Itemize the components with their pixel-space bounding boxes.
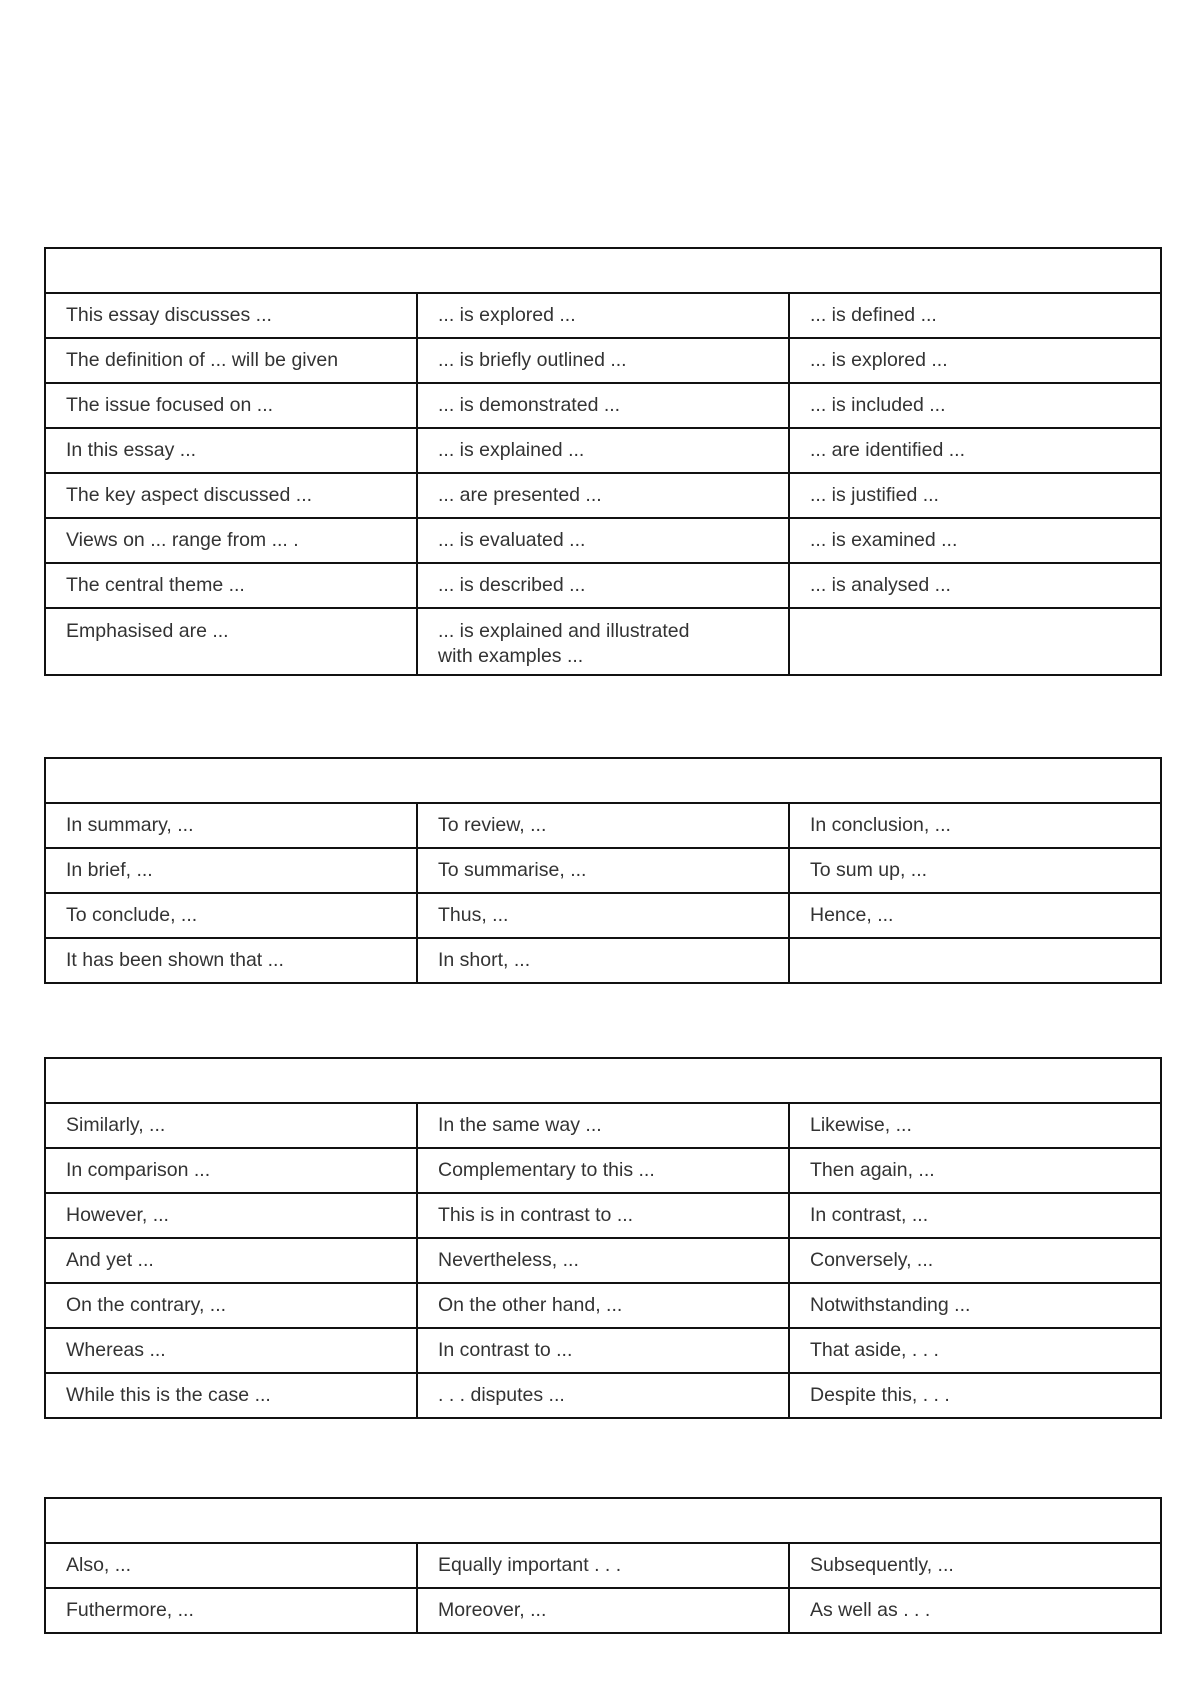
table-row bbox=[45, 518, 1161, 563]
table-cell: It has been shown that ... bbox=[45, 938, 417, 983]
table-row bbox=[45, 338, 1161, 383]
table-row bbox=[45, 608, 1161, 675]
table-cell: Subsequently, ... bbox=[789, 1543, 1161, 1588]
table-row bbox=[45, 1588, 1161, 1633]
table-row bbox=[45, 1543, 1161, 1588]
table-row bbox=[45, 1193, 1161, 1238]
table-cell: . . . disputes ... bbox=[417, 1373, 789, 1418]
table-row bbox=[45, 293, 1161, 338]
table-cell: ... is analysed ... bbox=[789, 563, 1161, 608]
table-cell: The definition of ... will be given bbox=[45, 338, 417, 383]
table-heading bbox=[45, 248, 1161, 293]
table-cell: In this essay ... bbox=[45, 428, 417, 473]
table-cell bbox=[789, 608, 1161, 675]
table-cell: To review, ... bbox=[417, 803, 789, 848]
table-cell: ... is briefly outlined ... bbox=[417, 338, 789, 383]
table-cell: Hence, ... bbox=[789, 893, 1161, 938]
table-heading-row bbox=[45, 1498, 1161, 1543]
table-heading-row bbox=[45, 248, 1161, 293]
table-cell: That aside, . . . bbox=[789, 1328, 1161, 1373]
table-cell: Futhermore, ... bbox=[45, 1588, 417, 1633]
table-cell: However, ... bbox=[45, 1193, 417, 1238]
table-cell: Conversely, ... bbox=[789, 1238, 1161, 1283]
phrase-table-2 bbox=[44, 757, 1162, 984]
table-cell: Then again, ... bbox=[789, 1148, 1161, 1193]
table-cell: The issue focused on ... bbox=[45, 383, 417, 428]
table-cell: ... is included ... bbox=[789, 383, 1161, 428]
table-cell: ... is described ... bbox=[417, 563, 789, 608]
table-row bbox=[45, 893, 1161, 938]
table-cell: To sum up, ... bbox=[789, 848, 1161, 893]
table-row bbox=[45, 1328, 1161, 1373]
table-row bbox=[45, 383, 1161, 428]
table-cell: Views on ... range from ... . bbox=[45, 518, 417, 563]
table-cell: The key aspect discussed ... bbox=[45, 473, 417, 518]
table-cell: In the same way ... bbox=[417, 1103, 789, 1148]
table-heading bbox=[45, 758, 1161, 803]
table-cell: ... is justified ... bbox=[789, 473, 1161, 518]
table-cell: To summarise, ... bbox=[417, 848, 789, 893]
table-cell: This essay discusses ... bbox=[45, 293, 417, 338]
table-cell: In contrast, ... bbox=[789, 1193, 1161, 1238]
table-cell: In short, ... bbox=[417, 938, 789, 983]
table-cell: Emphasised are ... bbox=[45, 608, 417, 675]
table-cell: ... is explained ... bbox=[417, 428, 789, 473]
table-cell: Complementary to this ... bbox=[417, 1148, 789, 1193]
table-cell: The central theme ... bbox=[45, 563, 417, 608]
table-cell: To conclude, ... bbox=[45, 893, 417, 938]
table-row bbox=[45, 563, 1161, 608]
table-cell: In contrast to ... bbox=[417, 1328, 789, 1373]
table-cell: Nevertheless, ... bbox=[417, 1238, 789, 1283]
table-cell: This is in contrast to ... bbox=[417, 1193, 789, 1238]
table-cell: Likewise, ... bbox=[789, 1103, 1161, 1148]
table-cell: Despite this, . . . bbox=[789, 1373, 1161, 1418]
table-row bbox=[45, 428, 1161, 473]
table-cell: ... is defined ... bbox=[789, 293, 1161, 338]
table-cell: ... is evaluated ... bbox=[417, 518, 789, 563]
table-row bbox=[45, 1148, 1161, 1193]
table-row bbox=[45, 803, 1161, 848]
table-heading bbox=[45, 1058, 1161, 1103]
table-cell: ... is explored ... bbox=[417, 293, 789, 338]
table-cell: On the contrary, ... bbox=[45, 1283, 417, 1328]
table-cell: Similarly, ... bbox=[45, 1103, 417, 1148]
table-cell bbox=[789, 938, 1161, 983]
table-cell: In summary, ... bbox=[45, 803, 417, 848]
table-row bbox=[45, 473, 1161, 518]
table-row bbox=[45, 848, 1161, 893]
table-row bbox=[45, 1103, 1161, 1148]
phrase-table-1 bbox=[44, 247, 1162, 676]
table-cell: In comparison ... bbox=[45, 1148, 417, 1193]
table-heading-row bbox=[45, 758, 1161, 803]
table-cell: Notwithstanding ... bbox=[789, 1283, 1161, 1328]
table-cell: Moreover, ... bbox=[417, 1588, 789, 1633]
table-cell: And yet ... bbox=[45, 1238, 417, 1283]
table-row bbox=[45, 1373, 1161, 1418]
table-cell: On the other hand, ... bbox=[417, 1283, 789, 1328]
table-cell: In conclusion, ... bbox=[789, 803, 1161, 848]
table-cell: Equally important . . . bbox=[417, 1543, 789, 1588]
table-cell: ... are identified ... bbox=[789, 428, 1161, 473]
table-cell: Also, ... bbox=[45, 1543, 417, 1588]
table-cell: ... is examined ... bbox=[789, 518, 1161, 563]
table-cell: Whereas ... bbox=[45, 1328, 417, 1373]
phrase-table-3 bbox=[44, 1057, 1162, 1419]
table-row bbox=[45, 1238, 1161, 1283]
phrase-table-4 bbox=[44, 1497, 1162, 1634]
table-cell: While this is the case ... bbox=[45, 1373, 417, 1418]
table-cell: ... is explained and illustrated with examples ... bbox=[417, 608, 789, 675]
table-row bbox=[45, 938, 1161, 983]
table-cell: ... are presented ... bbox=[417, 473, 789, 518]
table-cell: As well as . . . bbox=[789, 1588, 1161, 1633]
table-row bbox=[45, 1283, 1161, 1328]
table-cell: Thus, ... bbox=[417, 893, 789, 938]
table-cell: ... is explored ... bbox=[789, 338, 1161, 383]
table-heading-row bbox=[45, 1058, 1161, 1103]
table-cell: In brief, ... bbox=[45, 848, 417, 893]
table-cell: ... is demonstrated ... bbox=[417, 383, 789, 428]
table-heading bbox=[45, 1498, 1161, 1543]
